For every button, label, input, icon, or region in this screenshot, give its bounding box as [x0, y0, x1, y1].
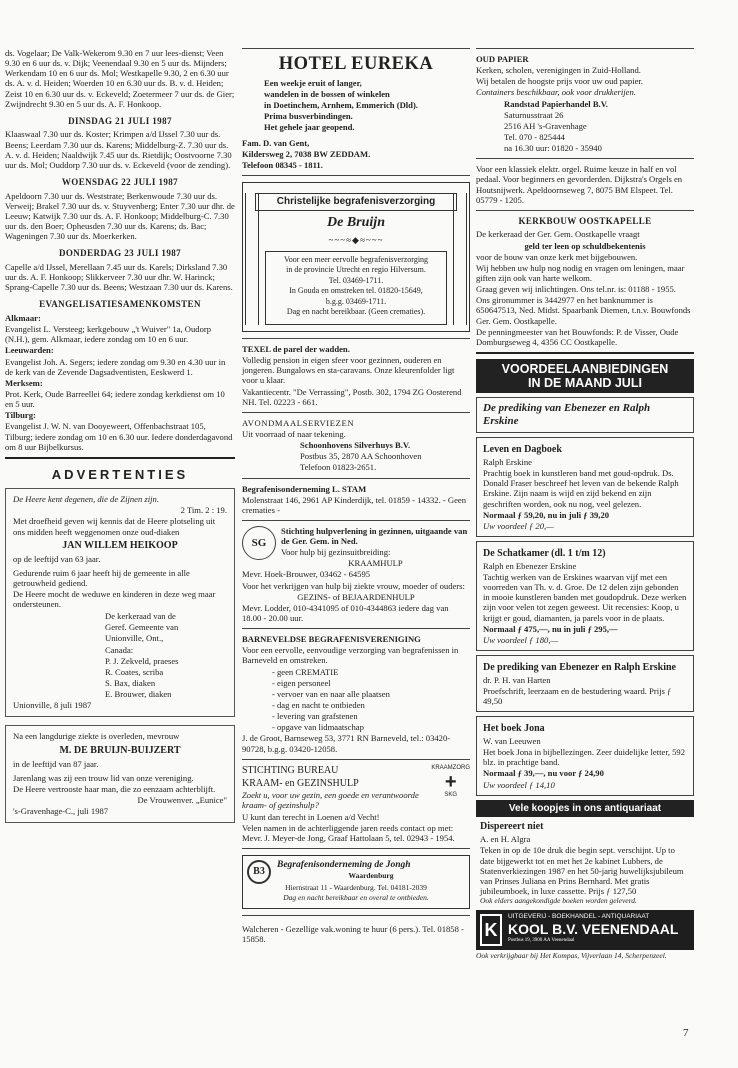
divider [476, 210, 694, 211]
hotel-phone: Telefoon 08345 - 1811. [242, 159, 323, 170]
oud-papier-address [476, 99, 694, 154]
divider [242, 759, 470, 760]
stichting-contact: Mevr. Hoek-Brouwer, 03462 - 64595 [242, 569, 371, 580]
obituary-text-3: De Heere vertrooste haar man, die zo eenzaam achterblijft. [13, 783, 216, 794]
signatory-line: Geref. Gemeente van [105, 622, 179, 633]
evangelisation-leeuwarden: Evangelist Joh. A. Segers; iedere zondag om 9.30 en 4.30 uur in de kerk van de Zevende Dagsadventisten, Eeskwerd 1. [5, 356, 226, 377]
book-offer [476, 541, 694, 651]
kerkbouw-heading: KERKBOUW OOSTKAPELLE [518, 215, 652, 226]
kool-address: Postbus 19, 3900 AA Veenendaal [508, 937, 575, 943]
evangelisation-alkmaar-heading: Alkmaar: [5, 312, 41, 323]
stichting-hulpverlening-ad [242, 526, 470, 623]
funeral-ad-name: De Bruijn [327, 214, 385, 230]
hotel-family: Fam. D. van Gent, [242, 137, 310, 148]
ornament-bars [453, 193, 467, 325]
list-item: - dag en nacht te ontbieden [272, 700, 365, 711]
evangelisation-merksem-heading: Merksem: [5, 377, 43, 388]
stichting-bureau-contact: Velen namen in de achterliggende jaren reeds contact op met: Mevr. J. Meyer-de Jong, Graaf Hattolaan 5, tel. 02943 - 1954. [242, 822, 455, 843]
divider [242, 338, 470, 339]
heading-tuesday: DINSDAG 21 JULI 1987 [68, 115, 172, 126]
services-wednesday: Apeldoorn 7.30 uur ds. Weststrate; Berkenwoude 7.30 uur ds. Verweij; Brakel 7.30 uur ds. v. Stuyvenberg; Enter 7.30 uur dhr. de Leeuw; Katwijk 7.30 uur ds. A. F. Honkoop; Middelburg-C. 7.30 uur ds. den Boer; Opheusden 7.30 uur ds. Karens; ds. Bac; Wageningen 7.30 uur ds. Moerkerken. [5, 190, 235, 242]
obituary-quote: De Heere kent degenen, die de Zijnen zijn. [13, 494, 159, 505]
funeral-ad-body [265, 251, 447, 325]
divider [242, 478, 470, 479]
book-author: A. en H. Algra [480, 834, 531, 845]
stichting-bureau-heading-2: KRAAM- en GEZINSHULP [242, 777, 359, 789]
address-line: Randstad Papierhandel B.V. [504, 98, 608, 109]
obituary-name: M. DE BRUIJN-BUIJZERT [59, 744, 181, 756]
barneveld-contact: J. de Groot, Barnseweg 53, 3771 RN Barneveld, tel.: 03420-90728, b.g.g. 03420-12058. [242, 733, 451, 754]
page-number: 7 [683, 1027, 689, 1039]
funeral-ad-line: Voor een meer eervolle begrafenisverzorging [283, 254, 429, 264]
texel-text: Volledig pension in eigen sfeer voor gezinnen, ouderen en jongeren. Bungalows en sta-caravans. Onze kleurenfolder ligt voor u klaar. [242, 355, 455, 386]
obituary-place-date: 's-Gravenhage-C., juli 1987 [13, 805, 109, 816]
funeral-ad-line: b.g.g. 03469-1711. [325, 296, 387, 306]
address-line: Postbus 35, 2870 AA Schoonhoven [300, 451, 422, 462]
divider [5, 457, 235, 459]
offers-header-line: VOORDEELAANBIEDINGEN [501, 361, 669, 376]
hotel-line: Prima busverbindingen. [264, 111, 353, 122]
divider [242, 628, 470, 629]
list-item: - vervoer van en naar alle plaatsen [272, 688, 390, 699]
hotel-line: wandelen in de bossen of winkelen [264, 88, 390, 99]
stichting-bureau-heading: STICHTING BUREAU [242, 764, 339, 776]
book-title: Leven en Dagboek [483, 444, 562, 456]
kerkbouw-text: Graag geven wij inlichtingen. Ons tel.nr. is: 01188 - 1955. [476, 284, 676, 295]
obituary-text-3: De Heere mocht de weduwe en kinderen in deze weg maar ondersteunen. [13, 588, 216, 610]
book-offer [476, 437, 694, 537]
book-author: Ralph en Ebenezer Erskine [483, 560, 577, 571]
divider [242, 848, 470, 849]
kerkbouw-text: De kerkeraad der Ger. Gem. Oostkapelle vraagt [476, 229, 640, 240]
organ-ad: Voor een klassiek elektr. orgel. Ruime keuze in half en vol pedaal. Voor beginners en gevorderden. Dijkstra's Orgels en Houtsnijwerk. Apeldoornseweg 7, 8075 BM Elspeet. Tel. 05779 - 1205. [476, 164, 683, 205]
address-line: Telefoon 01823-2651. [300, 462, 377, 473]
divider [476, 352, 694, 354]
book-title: Het boek Jona [483, 723, 545, 735]
hotel-eureka-text [242, 78, 470, 133]
kool-logo: K [480, 914, 502, 946]
column-offers [476, 48, 694, 962]
obituary-text: Met droefheid geven wij kennis dat de Heere plotseling uit ons midden heeft weggenomen onze oud-diaken [13, 516, 216, 537]
book-price: Normaal ƒ 59,20, nu in juli ƒ 39,20 [483, 509, 610, 520]
evangelisation-merksem: Prot. Kerk, Oude Barreellei 64; iedere zondag kerkdienst om 10 en 5 uur. [5, 388, 225, 410]
book-description: Teken in op de 10e druk die begin sept. verschijnt. Up to date bijgewerkt tot en met het 2e kabinet Lubbers, de Statenverkiezingen 1987 en het 50-jarig huwelijksjubileum van Prinses Juliana en Prins Bernhard. Met gratis jubileumboek, in luxe cassette. Prijs ƒ 127,50 [480, 845, 684, 896]
book-offer [476, 821, 694, 905]
funeral-ad-line: In Gouda en omstreken tel. 01820-15649, [289, 286, 423, 296]
book-price: Normaal ƒ 475,—, nu in juli ƒ 295,— [483, 623, 618, 634]
avondmaal-address [242, 440, 470, 472]
oud-papier-heading: OUD PAPIER [476, 54, 529, 64]
address-line: 2516 AH 's-Gravenhage [504, 120, 587, 131]
book-author: Ralph Erskine [483, 457, 532, 468]
heading-thursday: DONDERDAG 23 JULI 1987 [58, 248, 182, 259]
list-item: - opgave van lidmaatschap [272, 722, 364, 733]
texel-contact: Vakantiecentr. "De Verrassing", Postb. 302, 1794 ZG Oosterend NH. Tel. 02223 - 661. [242, 386, 462, 407]
services-tuesday: Klaaswaal 7.30 uur ds. Koster; Krimpen a/d IJssel 7.30 uur ds. Beens; Leerdam 7.30 uur ds. Karens; Middelburg-Z. 7.30 uur ds. A. v. d. Heiden; Naaldwijk 7.45 uur ds. Rietdijk; Oostvoorne 7.30 uur ds. Mol; Ouddorp 7.30 uur ds. v. Eckeveld (voor de zending). [5, 129, 232, 170]
signatory-line: R. Coates, scriba [105, 666, 164, 677]
de-jongh-funeral-ad [242, 855, 470, 909]
obituary-age: op de leeftijd van 63 jaar. [13, 554, 101, 565]
services-intro: ds. Vogelaar; De Valk-Wekerom 9.30 en 7 uur lees-dienst; Veen 9.30 en 6 uur ds. v. Dijk; Veenendaal 9.30 en 5 uur ds. Mijnders; Werkendam 10 en 6 uur ds. Mol; Westkapelle 9.30, 2 en 6.30 uur ds. A. v. d. Heiden; Woerden 10 en 6.30 uur ds. B. v. d. Heiden; Zeist 10 en 6.30 uur ds. v. Eckeveld; Zoetermeer 7 uur ds. de Gier; Zwijndrecht 9.30 en 5 uur ds. A. F. Honkoop. [5, 48, 235, 109]
oud-papier-text: Wij betalen de hoogste prijs voor uw oud papier. [476, 76, 643, 87]
texel-heading: TEXEL de parel der wadden. [242, 343, 350, 354]
evangelisation-leeuwarden-heading: Leeuwarden: [5, 345, 54, 356]
book-description: Proefschrift, leerzaam en de bestudering waard. Prijs ƒ 49,50 [483, 685, 672, 707]
stichting-service: KRAAMHULP [348, 558, 403, 569]
kerkbouw-text: voor de bouw van onze kerk met bijgebouwen. [476, 251, 638, 262]
book-description: Prachtig boek in kunstleren band met goud-opdruk. Ds. Donald Fraser beschreef het leven van de bekende Ralph Erskine. Zijn naam is wijd en zijd bekend en zijn geschriften worden, ook nu nog, veel gelezen. [483, 468, 679, 509]
stichting-text: Voor het verkrijgen van hulp bij ziekte vrouw, moeder of ouders: [242, 580, 465, 591]
signatory-line: Canada: [105, 644, 134, 655]
stichting-text: Voor hulp bij gezinsuitbreiding: [281, 547, 391, 558]
hotel-line: Een weekje eruit of langer, [264, 77, 362, 88]
book-offer [476, 716, 694, 796]
divider [476, 158, 694, 159]
book-saving: Uw voordeel ƒ 20,— [483, 520, 554, 531]
column-church-services [5, 48, 235, 831]
stam-heading: Begrafenisonderneming L. STAM [242, 483, 367, 494]
evangelisation-tilburg: Evangelist J. W. N. van Dooyeweert, Offenbachstraat 105, Tilburg; iedere zondag om 10 en 6.30 uur. Iedere donderdagavond om 8 uur Bijbelkursus. [5, 421, 233, 452]
stichting-logo: SG [242, 526, 276, 560]
address-line: Schoonhovens Silverhuys B.V. [300, 440, 411, 451]
ornament-bars [245, 193, 259, 325]
kerkbouw-text: Wij hebben uw hulp nog nodig en vragen om leningen, maar giften zijn ook van harte welkom. [476, 262, 685, 283]
stichting-bureau-text: U kunt dan terecht in Loenen a/d Vecht! [242, 811, 380, 822]
book-offers [476, 359, 694, 961]
obituary-heikoop [5, 488, 235, 717]
services-thursday: Capelle a/d IJssel, Merellaan 7.45 uur ds. Karels; Dirksland 7.30 uur ds. A. F. Honkoop; Slikkerveer 7.30 uur dhr. W. Harinck; Sprang-Capelle 7.30 uur ds. Beens; Westzaan 7.30 uur ds. Karens. [5, 261, 233, 293]
evangelisation-alkmaar: Evangelist L. Versteeg; kerkgebouw „'t Wuiver" 1a, Oudorp (N.H.), gem. Alkmaar, iedere zondag om 10 en 6 uur. [5, 324, 212, 345]
divider [242, 412, 470, 413]
de-bruijn-funeral-ad [242, 182, 470, 332]
kool-subtitle: UITGEVERIJ - BOEKHANDEL - ANTIQUARIAAT [508, 912, 650, 920]
hotel-address: Kildersweg 2, 7038 BW ZEDDAM. [242, 148, 371, 159]
obituary-text: Na een langdurige ziekte is overleden, mevrouw [13, 731, 180, 742]
barneveld-list [242, 667, 470, 733]
book-title: De Schatkamer (dl. 1 t/m 12) [483, 548, 606, 560]
stichting-contact: Mevr. Lodder, 010-4341095 of 010-4344863 iedere dag van 18.00 - 20.00 uur. [242, 602, 449, 624]
obituary-text-2: Jarenlang was zij een trouw lid van onze vereniging. [13, 772, 194, 783]
offers-title: De prediking van Ebenezer en Ralph Erskine [483, 401, 651, 427]
book-offer [476, 655, 694, 712]
signatory-line: S. Bax, diaken [105, 678, 156, 689]
skg-label: SKG [444, 791, 457, 798]
avondmaal-text: Uit voorraad of naar tekening. [242, 428, 346, 439]
oud-papier-text: Kerken, scholen, verenigingen in Zuid-Holland. [476, 65, 641, 76]
de-jongh-address: Hiernstraat 11 - Waardenburg. Tel. 04181-2039 [285, 883, 427, 893]
obituary-name: JAN WILLEM HEIKOOP [62, 539, 178, 551]
list-item: - levering van grafstenen [272, 711, 358, 722]
book-author: dr. P. H. van Harten [483, 674, 551, 685]
kool-publisher-banner [476, 910, 694, 950]
advertisements-heading: ADVERTENTIES [51, 466, 189, 482]
kraamzorg-logo [431, 765, 470, 799]
hotel-line: Het gehele jaar geopend. [264, 122, 355, 133]
offers-header [476, 359, 694, 393]
obituary-place-date: Unionville, 8 juli 1987 [13, 700, 92, 711]
ornament-flourish: ~~~≈◆≈~~~ [328, 234, 384, 245]
signatory-line: E. Brouwer, diaken [105, 689, 172, 700]
offer-intro-box [476, 397, 694, 433]
book-description: Het boek Jona in bijbellezingen. Zeer duidelijke letter, 592 blz. in prachtige band. [483, 747, 686, 768]
de-jongh-logo: B3 [247, 860, 271, 884]
address-line: na 16.30 uur: 01820 - 35940 [504, 143, 602, 154]
funeral-ad-line: in de provincie Utrecht en regio Hilversum. [286, 265, 426, 275]
obituary-quote-ref: 2 Tim. 2 : 19. [180, 505, 227, 516]
divider [242, 175, 470, 176]
list-item: - geen CREMATIE [272, 666, 339, 677]
heading-wednesday: WOENSDAG 22 JULI 1987 [61, 177, 179, 188]
obituary-de-bruijn [5, 725, 235, 823]
barneveld-text: Voor een eervolle, eenvoudige verzorging van begrafenissen in Barneveld en omstreken. [242, 645, 459, 666]
signatory-line: P. J. Zekveld, praeses [105, 655, 179, 666]
address-line: Tel. 070 - 825444 [504, 131, 565, 142]
stichting-bureau-ad [242, 765, 470, 843]
stichting-heading: Stichting hulpverlening in gezinnen, uitgaande van de Ger. Gem. in Ned. [281, 525, 468, 547]
stam-text: Molenstraat 146, 2961 AP Kinderdijk, tel. 01859 - 14332. - Geen crematies - [242, 494, 467, 515]
address-line: Saturnusstraat 26 [504, 109, 564, 120]
evangelisation-tilburg-heading: Tilburg: [5, 410, 36, 421]
divider [242, 48, 470, 49]
book-saving: Uw voordeel ƒ 14,10 [483, 779, 555, 790]
kool-name: KOOL B.V. VEENENDAAL [508, 920, 679, 937]
book-price: Normaal ƒ 39,—, nu voor ƒ 24,90 [483, 768, 604, 779]
divider [242, 915, 470, 916]
walcheren-ad: Walcheren - Gezellige vak.woning te huur (6 pers.). Tel. 01858 - 15858. [242, 923, 464, 944]
divider [242, 520, 470, 521]
obituary-signatory: De Vrouwenver. „Eunice" [137, 794, 227, 805]
funeral-ad-line: Tel. 03469-1711. [328, 275, 384, 285]
kerkbouw-text: Ons gironummer is 3442977 en het banknummer is 650647513, Ned. Midst. Spaarbank Diemen, t.n.v. Bouwfonds Ger. Gem. Oostkapelle. [476, 295, 691, 326]
offers-header-line: IN DE MAAND JULI [528, 375, 642, 390]
oud-papier-text: Containers beschikbaar, ook voor drukkerijen. [476, 87, 636, 98]
signatory-line: Unionville, Ont., [105, 633, 164, 644]
signatory-line: De kerkeraad van de [105, 611, 176, 622]
divider [476, 48, 694, 49]
hotel-eureka-title: HOTEL EUREKA [278, 54, 434, 74]
book-description: Tachtig werken van de Erskines waarvan vijf met een voorreden van Th. v. d. Groe. De 12 delen zijn gebonden in mooie kunstleren banden met goudopdruk. Deze werken zijn voor velen tot zegen geweest. Uit recensies: Koop, u krijgt er goud, diamanten, ja parels voor in de plaats. [483, 571, 687, 623]
avondmaal-heading: AVONDMAALSERVIEZEN [242, 417, 355, 428]
book-title: Dispereert niet [480, 821, 544, 833]
stichting-bureau-tagline: Zoekt u, voor uw gezin, een goede en verantwoorde kraam- of gezinshulp? [242, 790, 419, 811]
barneveld-heading: BARNEVELDSE BEGRAFENISVERENIGING [242, 634, 421, 645]
obituary-age: in de leeftijd van 87 jaar. [13, 759, 99, 770]
antiquarian-banner: Vele koopjes in ons antiquariaat [476, 800, 694, 818]
funeral-ad-line: Dag en nacht bereikbaar. (Geen crematies). [286, 307, 426, 317]
book-saving: Uw voordeel ƒ 180,— [483, 634, 559, 645]
cross-icon: + [444, 770, 457, 793]
kerkbouw-text: De penningmeester van het Bouwfonds: P. de Visser, Oude Domburgseweg 4, 4356 CC Oostkapelle. [476, 326, 679, 347]
book-title: De prediking van Ebenezer en Ralph Erskine [483, 661, 676, 673]
book-note: Ook elders aangekondigde boeken worden geleverd. [480, 896, 637, 906]
kraamzorg-label: KRAAMZORG [431, 764, 470, 771]
obituary-signatories [13, 611, 227, 699]
hotel-line: in Doetinchem, Arnhem, Emmerich (Dld). [264, 100, 418, 111]
obituary-text-2: Gedurende ruim 6 jaar heeft hij de gemeente in alle getrouwheid gediend. [13, 567, 190, 588]
book-author: W. van Leeuwen [483, 735, 541, 746]
de-jongh-title: Begrafenisonderneming de Jongh [277, 860, 411, 871]
heading-evangelisation: EVANGELISATIESAMENKOMSTEN [39, 299, 201, 310]
column-advertisements [242, 48, 470, 945]
kerkbouw-emphasis: geld ter leen op schuldbekentenis [524, 240, 646, 251]
funeral-ad-title: Christelijke begrafenisverzorging [255, 193, 457, 211]
stichting-service: GEZINS- of BEJAARDENHULP [297, 591, 415, 602]
kool-footnote: Ook verkrijgbaar bij Het Kompas, Vijverlaan 14, Scherpenzeel. [476, 950, 667, 960]
de-jongh-place: Waardenburg [348, 871, 394, 881]
de-jongh-tagline: Dag en nacht bereikbaar en overal te ontbieden. [283, 892, 429, 902]
list-item: - eigen personeel [272, 677, 331, 688]
